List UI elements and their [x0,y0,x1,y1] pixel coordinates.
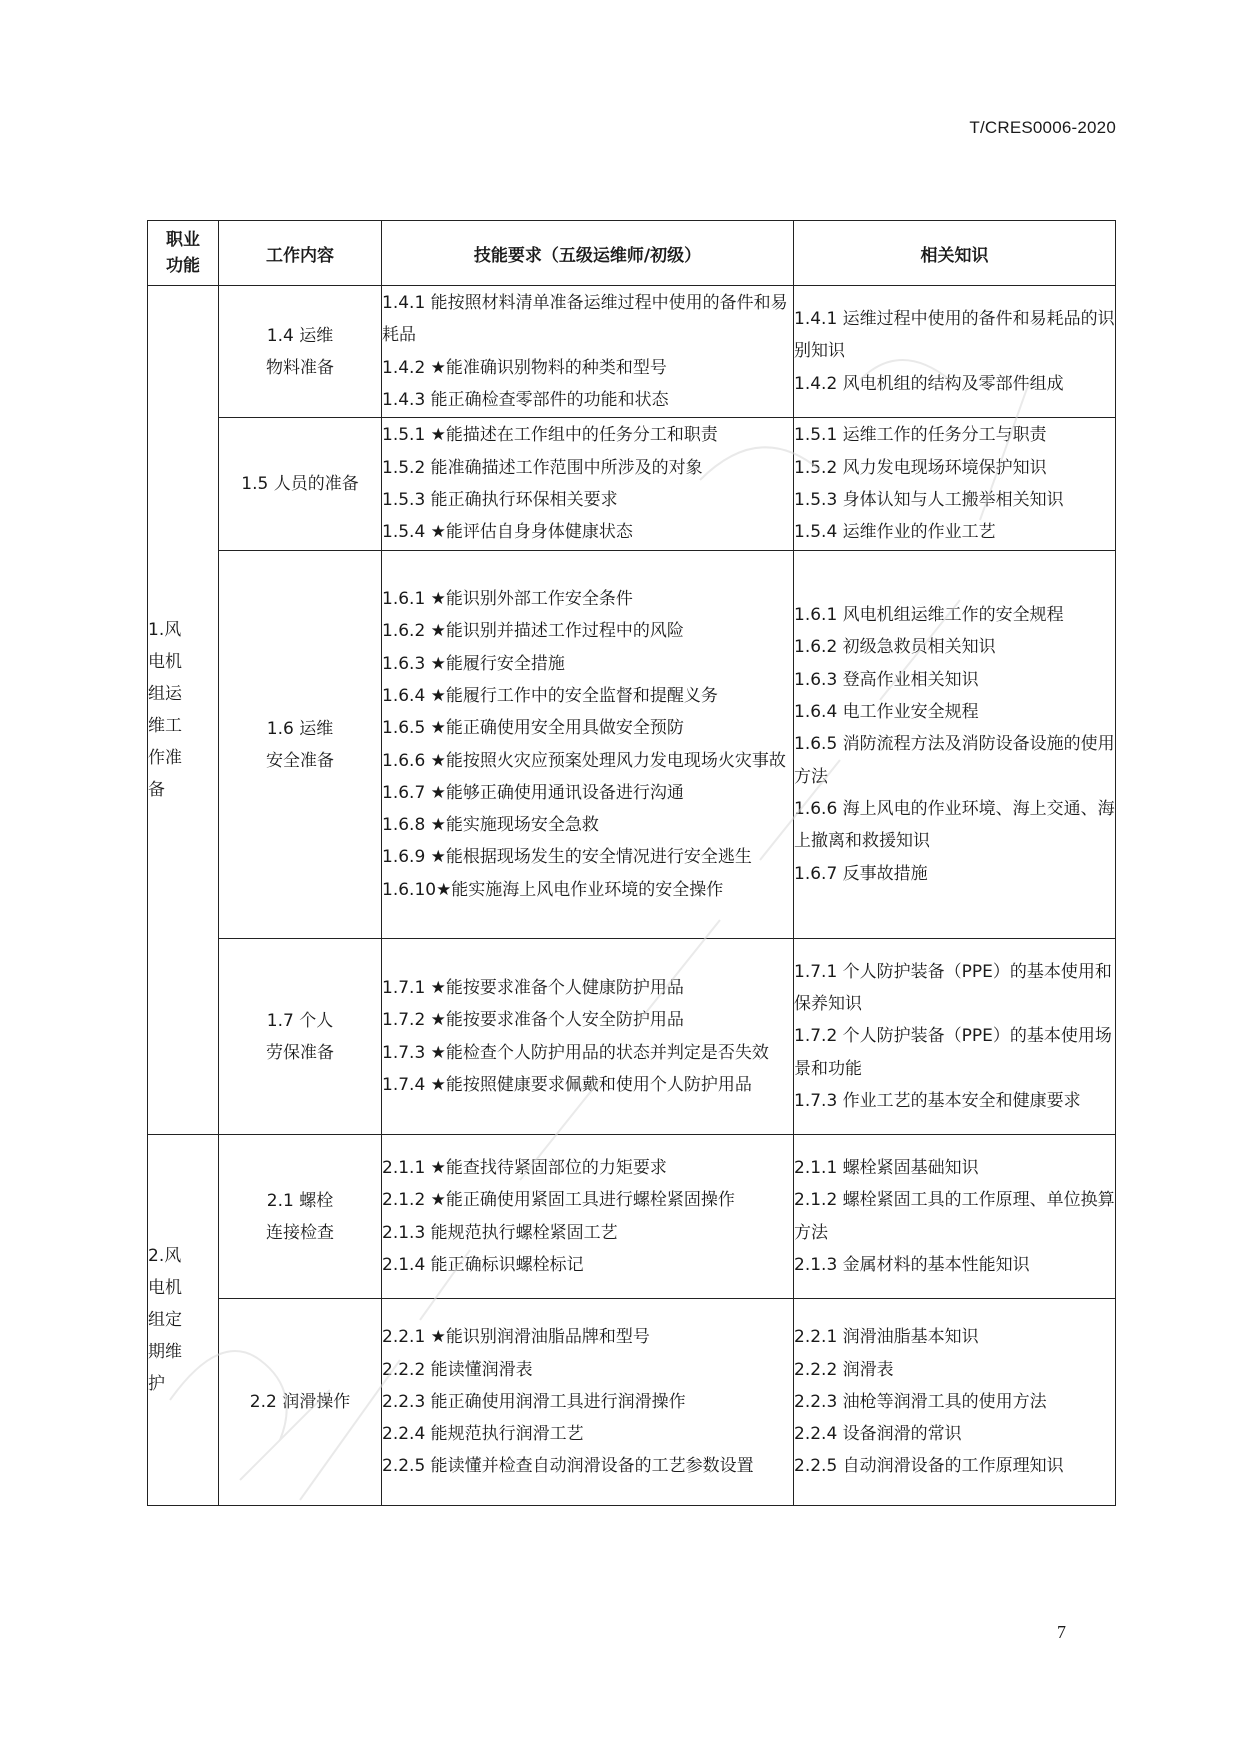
knowledge-item: 1.5.1 运维工作的任务分工与职责 [794,425,1047,446]
work-content-cell: 1.6 运维 安全准备 [219,551,382,939]
knowledge-item: 1.5.3 身体认知与人工搬举相关知识 [794,490,1064,510]
knowledge-item: 1.7.3 作业工艺的基本安全和健康要求 [794,1090,1081,1111]
document-number: T/CRES0006-2020 [969,118,1116,137]
skill-item: 2.1.3 能规范执行螺栓紧固工艺 [382,1222,618,1243]
skill-item: 2.2.3 能正确使用润滑工具进行润滑操作 [382,1391,686,1412]
knowledge-item: 2.2.5 自动润滑设备的工作原理知识 [794,1456,1064,1477]
header-function: 职业 功能 [148,221,219,286]
work-content-cell: 1.4 运维 物料准备 [219,286,382,418]
skills-table [147,220,1116,1506]
skills-cell [382,418,794,551]
knowledge-item: 2.1.2 螺栓紧固工具的工作原理、单位换算方法 [794,1190,1115,1243]
skill-item: 1.6.1 ★能识别外部工作安全条件 [382,589,633,610]
table-row [148,551,1116,939]
skill-item: 2.1.1 ★能查找待紧固部位的力矩要求 [382,1157,667,1178]
function-cell: 2.风 电机 组定 期维 护 [148,1135,219,1506]
skill-item: 2.2.2 能读懂润滑表 [382,1359,533,1380]
skill-item: 2.1.4 能正确标识螺栓标记 [382,1254,584,1275]
skill-item: 2.2.1 ★能识别润滑油脂品牌和型号 [382,1327,650,1348]
skills-cell [382,1135,794,1299]
skills-cell [382,1299,794,1506]
skill-item: 2.1.2 ★能正确使用紧固工具进行螺栓紧固操作 [382,1190,735,1211]
table-row [148,1299,1116,1506]
table-row [148,286,1116,418]
knowledge-cell [794,939,1116,1135]
skill-item: 1.4.1 能按照材料清单准备运维过程中使用的备件和易耗品 [382,292,788,346]
knowledge-cell [794,1135,1116,1299]
skill-item: 1.6.3 ★能履行安全措施 [382,653,565,674]
work-content-cell: 2.2 润滑操作 [219,1299,382,1506]
knowledge-item: 1.7.1 个人防护装备（PPE）的基本使用和保养知识 [794,961,1112,1015]
knowledge-item: 1.6.5 消防流程方法及消防设备设施的使用方法 [794,734,1115,787]
skills-cell [382,551,794,939]
skill-item: 1.6.7 ★能够正确使用通讯设备进行沟通 [382,782,684,803]
knowledge-cell [794,1299,1116,1506]
function-cell: 1.风 电机 组运 维工 作准 备 [148,286,219,1135]
skill-item: 1.6.4 ★能履行工作中的安全监督和提醒义务 [382,685,718,706]
knowledge-item: 2.1.3 金属材料的基本性能知识 [794,1254,1030,1275]
skill-item: 1.4.2 ★能准确识别物料的种类和型号 [382,357,667,378]
skill-item: 1.6.6 ★能按照火灾应预案处理风力发电现场火灾事故 [382,750,786,771]
knowledge-item: 1.4.2 风电机组的结构及零部件组成 [794,373,1064,394]
knowledge-item: 1.6.6 海上风电的作业环境、海上交通、海上撤离和救援知识 [794,798,1115,852]
knowledge-item: 1.6.7 反事故措施 [794,863,928,884]
knowledge-item: 2.2.3 油枪等润滑工具的使用方法 [794,1391,1047,1412]
knowledge-item: 1.6.1 风电机组运维工作的安全规程 [794,605,1064,626]
skill-item: 2.2.4 能规范执行润滑工艺 [382,1424,584,1445]
knowledge-item: 1.6.4 电工作业安全规程 [794,702,979,723]
page-number: 7 [1057,1622,1066,1642]
skill-item: 1.6.2 ★能识别并描述工作过程中的风险 [382,621,684,642]
skill-item: 1.6.9 ★能根据现场发生的安全情况进行安全逃生 [382,847,752,868]
knowledge-cell [794,551,1116,939]
table-row [148,418,1116,551]
knowledge-item: 1.5.2 风力发电现场环境保护知识 [794,457,1047,478]
skill-item: 1.7.2 ★能按要求准备个人安全防护用品 [382,1010,684,1031]
skill-item: 1.6.5 ★能正确使用安全用具做安全预防 [382,718,684,739]
skill-item: 1.6.10★能实施海上风电作业环境的安全操作 [382,879,724,900]
header-related-knowledge: 相关知识 [794,221,1116,286]
table-row [148,1135,1116,1299]
table-row [148,939,1116,1135]
skill-item: 1.6.8 ★能实施现场安全急救 [382,815,599,836]
knowledge-item: 1.6.3 登高作业相关知识 [794,669,979,690]
skill-item: 1.5.4 ★能评估自身身体健康状态 [382,522,633,543]
skill-item: 2.2.5 能读懂并检查自动润滑设备的工艺参数设置 [382,1456,754,1477]
header-work-content: 工作内容 [219,221,382,286]
knowledge-item: 1.7.2 个人防护装备（PPE）的基本使用场景和功能 [794,1026,1112,1079]
work-content-cell: 2.1 螺栓 连接检查 [219,1135,382,1299]
knowledge-item: 2.2.2 润滑表 [794,1359,894,1380]
work-content-cell: 1.7 个人 劳保准备 [219,939,382,1135]
skill-item: 1.7.4 ★能按照健康要求佩戴和使用个人防护用品 [382,1074,752,1095]
header-skill-requirements: 技能要求（五级运维师/初级） [382,221,794,286]
knowledge-item: 2.2.1 润滑油脂基本知识 [794,1327,979,1348]
knowledge-item: 2.2.4 设备润滑的常识 [794,1424,962,1445]
skill-item: 1.5.2 能准确描述工作范围中所涉及的对象 [382,457,703,478]
skill-item: 1.4.3 能正确检查零部件的功能和状态 [382,389,669,410]
knowledge-item: 2.1.1 螺栓紧固基础知识 [794,1157,979,1178]
knowledge-item: 1.6.2 初级急救员相关知识 [794,637,996,658]
table-header-row [148,221,1116,286]
work-content-cell: 1.5 人员的准备 [219,418,382,551]
knowledge-item: 1.5.4 运维作业的作业工艺 [794,522,996,543]
skill-item: 1.7.1 ★能按要求准备个人健康防护用品 [382,977,684,998]
knowledge-cell [794,286,1116,418]
skills-cell [382,939,794,1135]
knowledge-cell [794,418,1116,551]
skills-cell [382,286,794,418]
skill-item: 1.5.3 能正确执行环保相关要求 [382,490,618,510]
skill-item: 1.7.3 ★能检查个人防护用品的状态并判定是否失效 [382,1042,769,1063]
knowledge-item: 1.4.1 运维过程中使用的备件和易耗品的识别知识 [794,309,1115,362]
skill-item: 1.5.1 ★能描述在工作组中的任务分工和职责 [382,425,718,446]
